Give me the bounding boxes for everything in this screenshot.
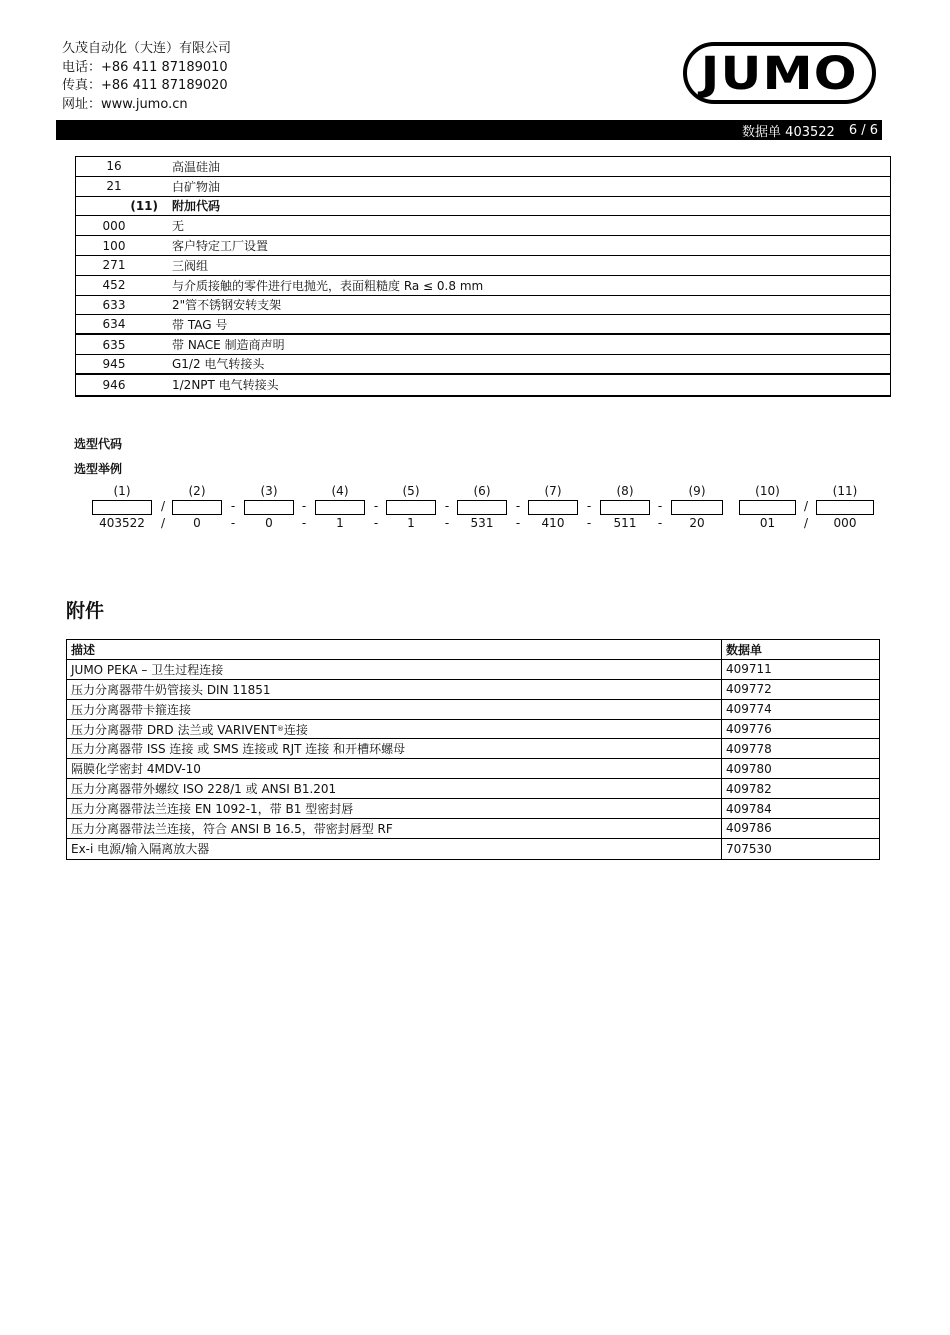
accessory-row [67,739,879,759]
option-code: 21 [106,179,122,194]
option-description: 客户特定工厂设置 [172,239,269,254]
example-code-box [315,500,365,515]
example-separator: - [657,499,663,513]
example-position-index: (1) [113,484,131,498]
example-code-box [92,500,152,515]
accessory-datasheet-number: 409786 [726,821,772,836]
accessory-row [67,660,879,680]
option-code: 945 [102,356,126,371]
page-number: 6 / 6 [848,122,878,138]
accessory-description: JUMO PEKA – 卫生过程连接 [67,660,722,679]
registered-mark: ® [276,725,284,733]
example-code-value: 01 [759,516,776,530]
accessory-description: 压力分离器带牛奶管接头 DIN 11851 [67,680,722,699]
accessories-table [66,639,880,860]
example-separator: - [657,516,663,530]
example-code-box [172,500,222,515]
option-code-table [75,156,891,397]
example-separator: / [803,516,809,530]
option-description: 带 NACE 制造商声明 [172,338,285,353]
example-position-index: (6) [473,484,491,498]
example-position-index: (7) [544,484,562,498]
accessory-datasheet-number: 707530 [726,841,772,856]
example-code-value: 000 [833,516,857,530]
example-separator: / [160,516,166,530]
accessory-description: 压力分离器带法兰连接，符合 ANSI B 16.5，带密封唇型 RF [67,819,722,838]
company-phone: 电话：+86 411 87189010 [62,59,228,75]
option-row [76,236,890,256]
example-position-index: (9) [688,484,706,498]
option-code: (11) [130,198,158,213]
accessory-datasheet-number: 409778 [726,741,772,756]
example-code-box [600,500,650,515]
header-bar [56,120,882,140]
accessory-row [67,680,879,700]
option-description: 白矿物油 [172,179,221,194]
logo-text: JUMO [700,46,859,100]
accessory-row [67,799,879,819]
example-code-box [244,500,294,515]
example-separator: - [515,516,521,530]
example-separator: - [230,499,236,513]
accessory-row [67,700,879,720]
accessory-description: 压力分离器带 ISS 连接 或 SMS 连接或 RJT 连接 和开槽环螺母 [67,739,722,758]
example-code-value: 410 [541,516,565,530]
example-label: 选型举例 [74,462,123,476]
example-position-index: (8) [616,484,634,498]
accessory-datasheet-number: 409784 [726,801,772,816]
example-position-index: (11) [832,484,858,498]
example-code-box [528,500,578,515]
order-code-label: 选型代码 [74,437,123,451]
option-row [76,177,890,197]
option-row [76,315,890,335]
datasheet-number: 数据单 403522 [742,124,835,140]
column-header-datasheet: 数据单 [726,642,763,657]
option-row [76,216,890,236]
option-code: 000 [102,218,126,233]
option-description: 1/2NPT 电气转接头 [172,378,279,393]
example-separator: - [515,499,521,513]
accessory-row [67,720,879,740]
option-row [76,355,890,375]
example-position-index: (2) [188,484,206,498]
example-code-value: 0 [265,516,273,530]
option-description: 三阀组 [172,258,209,273]
option-code: 634 [102,317,126,332]
example-separator: - [444,499,450,513]
example-separator: - [301,499,307,513]
accessory-description: 压力分离器带卡箍连接 [67,700,722,719]
company-name: 久茂自动化（大连）有限公司 [62,41,232,56]
example-position-index: (5) [402,484,420,498]
accessory-row [67,819,879,839]
example-code-value: 1 [407,516,415,530]
example-code-box [816,500,874,515]
example-code-value: 531 [470,516,494,530]
option-description: 无 [172,219,185,234]
option-description: G1/2 电气转接头 [172,357,265,372]
example-separator: - [586,516,592,530]
option-code: 946 [102,377,126,392]
example-code-value: 0 [193,516,201,530]
example-code-box [457,500,507,515]
option-row [76,256,890,276]
option-description: 附加代码 [172,199,221,214]
accessory-datasheet-number: 409774 [726,702,772,717]
accessory-row [67,779,879,799]
option-description: 2"管不锈钢安转支架 [172,298,282,313]
accessory-datasheet-number: 409711 [726,662,772,677]
option-row [76,276,890,296]
jumo-logo [683,42,876,104]
example-code-box [671,500,723,515]
option-code: 271 [102,258,126,273]
example-separator: - [373,499,379,513]
order-example [0,484,950,534]
example-code-value: 403522 [99,516,145,530]
option-code: 100 [102,238,126,253]
company-fax: 传真：+86 411 87189020 [62,78,228,93]
column-header-description: 描述 [67,640,722,659]
accessory-description: 压力分离器带 DRD 法兰或 VARIVENT ® 连接 [67,720,722,739]
accessory-row [67,839,879,859]
example-separator: - [444,516,450,530]
option-description: 带 TAG 号 [172,317,228,332]
option-row [76,375,890,395]
accessory-datasheet-number: 409776 [726,722,772,736]
accessory-datasheet-number: 409772 [726,682,772,697]
accessory-datasheet-number: 409782 [726,781,772,796]
example-separator: / [160,499,166,513]
example-separator: - [301,516,307,530]
option-code: 633 [102,297,126,312]
example-code-value: 1 [336,516,344,530]
example-code-value: 20 [689,516,705,530]
example-separator: - [373,516,379,530]
option-code: 452 [102,278,126,293]
option-code: 635 [102,337,126,352]
accessories-title: 附件 [66,600,105,622]
example-code-box [386,500,436,515]
accessory-description: 压力分离器带法兰连接 EN 1092-1，带 B1 型密封唇 [67,799,722,818]
accessory-description: 压力分离器带外螺纹 ISO 228/1 或 ANSI B1.201 [67,779,722,798]
company-website: 网址：www.jumo.cn [62,96,188,112]
option-row [76,296,890,316]
accessory-description: 隔膜化学密封 4MDV-10 [67,759,722,778]
example-position-index: (4) [331,484,349,498]
example-code-value: 511 [613,516,637,530]
accessories-header-row [67,640,879,660]
example-position-index: (10) [755,484,780,498]
company-info [62,40,231,114]
example-code-box [739,500,796,515]
option-row [76,197,890,217]
option-code: 16 [106,159,122,174]
accessory-datasheet-number: 409780 [726,761,772,776]
option-row [76,335,890,355]
option-row [76,157,890,177]
example-separator: - [230,516,236,530]
option-description: 高温硅油 [172,159,221,174]
accessory-description: Ex-i 电源/输入隔离放大器 [67,839,722,859]
example-separator: - [586,499,592,513]
example-separator: / [803,499,809,513]
option-description: 与介质接触的零件进行电抛光，表面粗糙度 Ra ≤ 0.8 mm [172,278,484,293]
accessory-row [67,759,879,779]
example-position-index: (3) [260,484,278,498]
